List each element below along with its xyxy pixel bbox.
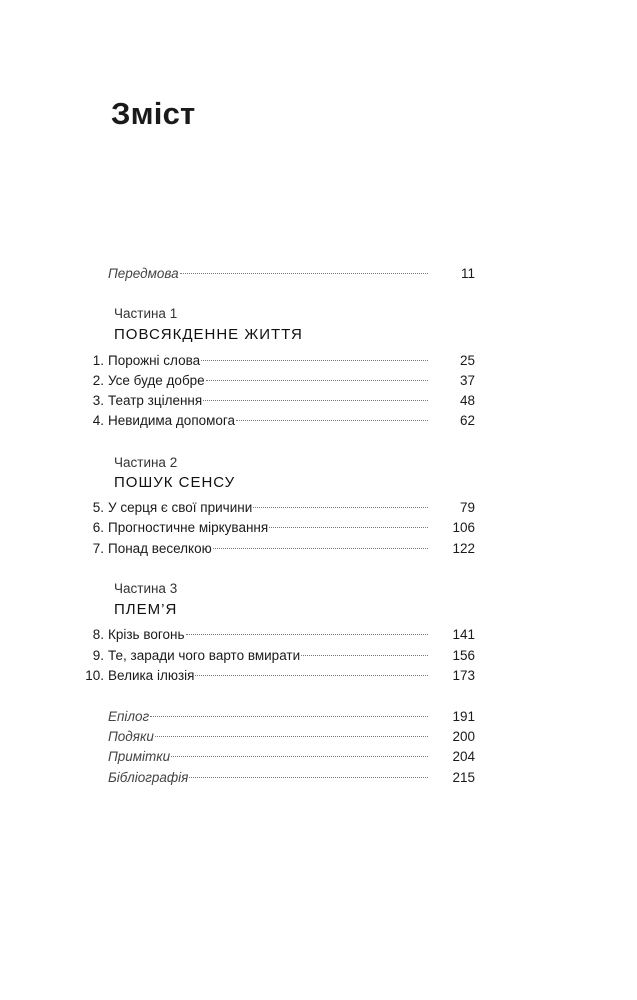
toc-entry-chapter[interactable] xyxy=(0,498,637,518)
toc-entry-label: Те, заради чого варто вмирати xyxy=(108,648,301,663)
toc-entry-label: Епілог xyxy=(108,709,150,724)
toc-entry-chapter[interactable] xyxy=(0,646,637,666)
toc-entry-page: 37 xyxy=(459,373,475,388)
toc-entry-page: 191 xyxy=(452,709,475,724)
toc-entry-page: 62 xyxy=(459,413,475,428)
dot-leader xyxy=(171,756,428,757)
dot-leader xyxy=(180,273,428,274)
dot-leader xyxy=(186,634,429,635)
toc-entry-page: 215 xyxy=(452,770,475,785)
part-label: Частина 1 xyxy=(114,306,178,321)
toc-entry-page: 25 xyxy=(459,353,475,368)
toc-entry-page: 173 xyxy=(452,668,475,683)
toc-entry-label: Примітки xyxy=(108,749,171,764)
toc-entry-page: 204 xyxy=(452,749,475,764)
toc-entry-chapter[interactable] xyxy=(0,625,637,645)
chapter-number: 9. xyxy=(92,648,104,663)
toc-entry-page: 106 xyxy=(452,520,475,535)
toc-entry-label: У серця є свої причини xyxy=(108,500,253,515)
toc-entry-label: Театр зцілення xyxy=(108,393,203,408)
toc-entry-label: Усе буде добре xyxy=(108,373,205,388)
toc-entry-label: Бібліографія xyxy=(108,770,189,785)
dot-leader xyxy=(213,548,428,549)
dot-leader xyxy=(189,777,428,778)
chapter-number: 1. xyxy=(92,353,104,368)
part-title: ПОШУК СЕНСУ xyxy=(114,474,236,491)
toc-entry-page: 200 xyxy=(452,729,475,744)
part-title: ПОВСЯКДЕННЕ ЖИТТЯ xyxy=(114,326,303,343)
dot-leader xyxy=(203,400,428,401)
toc-entry-page: 11 xyxy=(460,266,475,281)
toc-entry-chapter[interactable] xyxy=(0,518,637,538)
chapter-number: 6. xyxy=(92,520,104,535)
dot-leader xyxy=(206,380,428,381)
toc-entry-label: Подяки xyxy=(108,729,154,744)
toc-entry-preface[interactable] xyxy=(0,264,637,284)
chapter-number: 8. xyxy=(92,627,104,642)
toc-entry-chapter[interactable] xyxy=(0,666,637,686)
toc-entry-chapter[interactable] xyxy=(0,351,637,371)
toc-entry-notes[interactable] xyxy=(0,747,637,767)
dot-leader xyxy=(253,507,428,508)
dot-leader xyxy=(150,716,428,717)
toc-entry-label: Велика ілюзія xyxy=(108,668,195,683)
dot-leader xyxy=(195,675,428,676)
dot-leader xyxy=(236,420,428,421)
toc-entry-page: 141 xyxy=(452,627,475,642)
toc-entry-page: 122 xyxy=(452,541,475,556)
part-label: Частина 2 xyxy=(114,455,178,470)
chapter-number: 4. xyxy=(92,413,104,428)
toc-entry-bibliography[interactable] xyxy=(0,768,637,788)
part-label: Частина 3 xyxy=(114,581,178,596)
toc-entry-label: Передмова xyxy=(108,266,179,281)
toc-entry-label: Невидима допомога xyxy=(108,413,236,428)
toc-entry-epilogue[interactable] xyxy=(0,707,637,727)
toc-entry-label: Порожні слова xyxy=(108,353,201,368)
toc-entry-chapter[interactable] xyxy=(0,371,637,391)
dot-leader xyxy=(201,360,428,361)
chapter-number: 7. xyxy=(92,541,104,556)
toc-entry-acknowledgments[interactable] xyxy=(0,727,637,747)
toc-entry-label: Прогностичне міркування xyxy=(108,520,269,535)
toc-entry-label: Крізь вогонь xyxy=(108,627,185,642)
dot-leader xyxy=(301,655,428,656)
toc-entry-chapter[interactable] xyxy=(0,391,637,411)
page-title: Зміст xyxy=(111,96,196,131)
chapter-number: 10. xyxy=(85,668,104,683)
dot-leader xyxy=(269,527,428,528)
toc-entry-page: 156 xyxy=(452,648,475,663)
toc-entry-chapter[interactable] xyxy=(0,539,637,559)
toc-entry-chapter[interactable] xyxy=(0,411,637,431)
chapter-number: 2. xyxy=(92,373,104,388)
toc-entry-page: 79 xyxy=(459,500,475,515)
dot-leader xyxy=(155,736,428,737)
part-title: ПЛЕМ’Я xyxy=(114,601,178,618)
toc-entry-page: 48 xyxy=(459,393,475,408)
chapter-number: 3. xyxy=(92,393,104,408)
chapter-number: 5. xyxy=(92,500,104,515)
toc-entry-label: Понад веселкою xyxy=(108,541,212,556)
